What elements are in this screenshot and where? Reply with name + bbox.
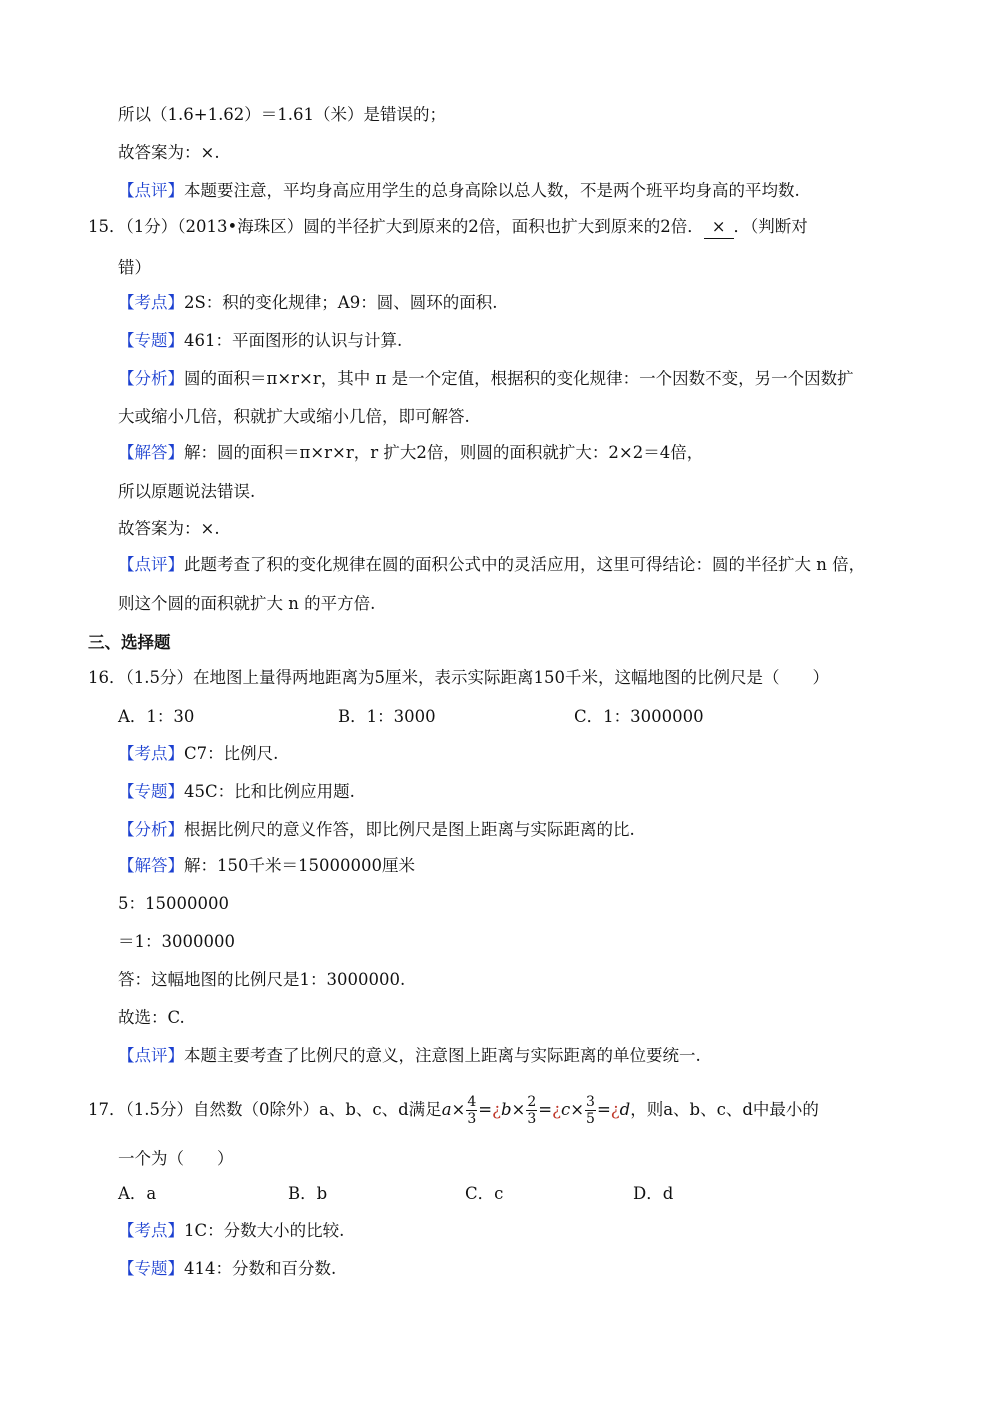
jieda-tag: 【解答】 [118,856,184,875]
q15-stem-wrap: 错） [118,258,151,277]
q17-stem-wrap: 一个为（ ） [118,1149,234,1168]
fraction [585,1094,596,1127]
q15-kaodian [118,292,497,314]
q14-answer: 故答案为：×. [118,143,220,162]
frac-den: 3 [527,1111,537,1127]
q15-answer-blank: × [704,216,734,239]
frac-den: 3 [467,1111,477,1127]
q17-stem-tail: ，则a、b、c、d中最小的 [630,1100,819,1119]
jieda-tag: 【解答】 [118,443,184,462]
q14-line: 所以（1.6+1.62）＝1.61（米）是错误的； [118,105,447,124]
q16-jieda-3: ＝1：3000000 [118,932,235,951]
q16-dianping [118,1045,701,1067]
jieda-text: 解：150千米＝15000000厘米 [184,856,415,875]
kaodian-tag: 【考点】 [118,293,184,312]
q16-zhuanti [118,781,355,803]
q17-stem [88,1093,819,1127]
frac-num: 2 [527,1094,537,1110]
q17-var-b: b [500,1100,512,1119]
fraction [526,1094,537,1127]
kaodian-tag: 【考点】 [118,744,184,763]
equals-sign: = [478,1100,493,1119]
zhuanti-text: 461：平面图形的认识与计算. [184,331,403,350]
comment-tag: 【点评】 [118,181,184,200]
q16-stem: 16．（1.5分）在地图上量得两地距离为5厘米，表示实际距离150千米，这幅地图的比例尺是（ ） [88,668,829,687]
q15-fenxi [118,368,854,390]
dianping-text: 本题主要考查了比例尺的意义，注意图上距离与实际距离的单位要统一. [184,1046,701,1065]
q16-option-a: A．1：30 [118,707,195,726]
q16-jieda [118,855,415,877]
q16-fenxi [118,819,635,841]
q17-kaodian [118,1220,344,1242]
q16-choose: 故选：C. [118,1008,185,1027]
q16-kaodian [118,743,278,765]
broken-glyph: ¿ [492,1100,501,1119]
q15-dianping-2: 则这个圆的面积就扩大 n 的平方倍. [118,594,376,613]
dianping-tag: 【点评】 [118,1046,184,1065]
zhuanti-tag: 【专题】 [118,782,184,801]
dianping-tag: 【点评】 [118,555,184,574]
q16-jieda-4: 答：这幅地图的比例尺是1：3000000. [118,970,406,989]
q15-answer: 故答案为：×. [118,519,220,538]
q17-option-c: C．c [465,1184,504,1203]
kaodian-tag: 【考点】 [118,1221,184,1240]
fenxi-tag: 【分析】 [118,820,184,839]
q15-jieda [118,442,703,464]
times-sign: × [570,1100,585,1119]
q15-fenxi-2: 大或缩小几倍，积就扩大或缩小几倍，即可解答. [118,407,470,426]
times-sign: × [511,1100,526,1119]
q17-zhuanti [118,1258,336,1280]
kaodian-text: 1C：分数大小的比较. [184,1221,345,1240]
broken-glyph: ¿ [552,1100,561,1119]
q17-var-a: a [441,1100,452,1119]
q16-option-b: B．1：3000 [338,707,436,726]
frac-den: 5 [586,1111,595,1127]
equals-sign: = [538,1100,553,1119]
q17-stem-text: 17．（1.5分）自然数（0除外）a、b、c、d满足 [88,1100,442,1119]
q16-jieda-2: 5：15000000 [118,894,229,913]
zhuanti-text: 414：分数和百分数. [184,1259,337,1278]
q15-stem-text: 15．（1分）（2013•海珠区）圆的半径扩大到原来的2倍，面积也扩大到原来的2倍． [88,217,704,236]
jieda-text: 解：圆的面积＝π×r×r，r 扩大2倍，则圆的面积就扩大：2×2＝4倍， [184,443,704,462]
fenxi-tag: 【分析】 [118,369,184,388]
q17-option-d: D．d [633,1184,674,1203]
zhuanti-text: 45C：比和比例应用题. [184,782,355,801]
frac-num: 4 [467,1094,477,1110]
q15-stem [88,216,808,239]
q15-stem-tail: ．（判断对 [733,217,808,236]
q15-zhuanti [118,330,402,352]
frac-num: 3 [586,1094,595,1110]
dianping-text: 此题考查了积的变化规律在圆的面积公式中的灵活应用，这里可得结论：圆的半径扩大 n 倍， [184,555,866,574]
q14-comment [118,180,800,202]
q15-dianping [118,554,865,576]
section-title: 三、选择题 [88,633,171,652]
broken-glyph: ¿ [610,1100,620,1119]
q15-jieda-2: 所以原题说法错误. [118,482,256,501]
q17-option-a: A．a [118,1184,157,1203]
fenxi-text: 圆的面积＝π×r×r，其中 π 是一个定值，根据积的变化规律：一个因数不变，另一个因数扩 [184,369,854,388]
zhuanti-tag: 【专题】 [118,331,184,350]
q17-option-b: B．b [288,1184,328,1203]
q16-option-c: C．1：3000000 [574,707,704,726]
q17-var-d: d [619,1100,631,1119]
kaodian-text: 2S：积的变化规律；A9：圆、圆环的面积. [184,293,498,312]
fenxi-text: 根据比例尺的意义作答，即比例尺是图上距离与实际距离的比. [184,820,635,839]
times-sign: × [451,1100,466,1119]
equals-sign: = [596,1100,611,1119]
comment-text: 本题要注意，平均身高应用学生的总身高除以总人数，不是两个班平均身高的平均数. [184,181,800,200]
q17-var-c: c [560,1100,571,1119]
zhuanti-tag: 【专题】 [118,1259,184,1278]
fraction [466,1094,477,1127]
kaodian-text: C7：比例尺. [184,744,279,763]
